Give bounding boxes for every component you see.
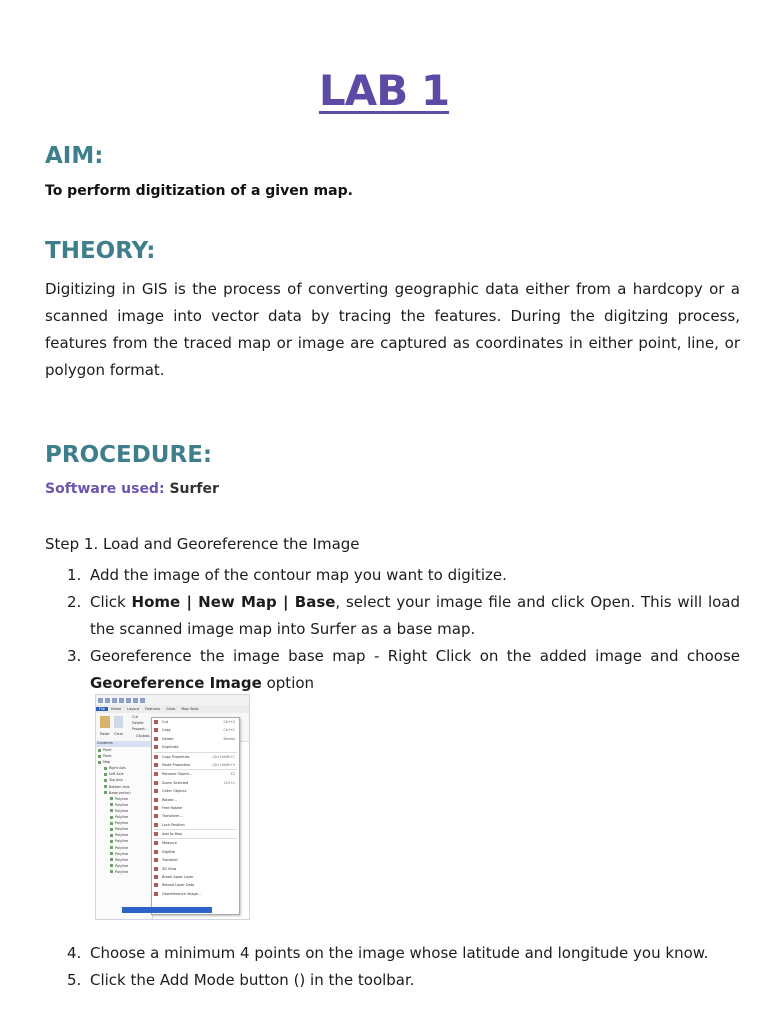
clear-icon [114,716,123,728]
tree-item: Polyline [96,851,152,857]
step-text: Click the Add Mode button () in the toolbar. [90,971,415,989]
menu-item-icon [154,850,158,854]
step-bold-path: Home | New Map | Base [131,593,336,611]
selected-row-highlight [122,907,212,913]
menu-item-icon [154,814,158,818]
tree-item: Polyline [96,808,152,814]
contents-header: Contents [96,741,152,747]
checkbox-icon [110,816,113,819]
menu-item-icon [154,755,158,759]
step-bold-option: Georeference Image [90,674,262,692]
tree-item: Polyline [96,869,152,875]
tree-item: Point [96,747,152,753]
tree-item: Polyline [96,863,152,869]
menu-item: Duplicate [152,743,239,751]
checkbox-icon [104,773,107,776]
page-title: LAB 1 [318,66,450,115]
theory-paragraph: Digitizing in GIS is the process of converting geographic data either from a hardcopy or a scanned image into vector data by tracing the features. During the digitzing process, features from the traced map or image are captured as coordinates in either point, line, or polygon format. [45,280,740,379]
software-used [45,481,219,497]
tab-grids: Grids [166,707,176,711]
ribbon-tabs [96,705,249,713]
context-menu [151,717,240,915]
menu-item: Free Rotate [152,804,239,812]
tree-item: Map [96,759,152,765]
aim-text: To perform digitization of a given map. [45,183,353,199]
menu-item: Digitize [152,848,239,856]
surfer-screenshot-image [95,694,250,920]
checkbox-icon [110,797,113,800]
checkbox-icon [104,767,107,770]
checkbox-icon [110,809,113,812]
ribbon-label: Delete [132,721,144,725]
menu-item: Rename Object... F2 [152,770,239,778]
checkbox-icon [104,785,107,788]
tab-map-tools: Map Tools [181,707,199,711]
step-number: 2. [67,593,82,611]
list-item [45,967,740,994]
menu-item-icon [154,728,158,732]
menu-item-icon [154,883,158,887]
menu-item-icon [154,798,158,802]
ribbon-label: Paste [100,732,110,736]
menu-item: Copy Properties Ctrl+Shift+C [152,753,239,761]
list-item [45,643,740,697]
step-text-pre: Georeference the image base map - Right Click on the added image and choose [90,647,740,665]
list-item [45,589,740,643]
checkbox-icon [110,858,113,861]
menu-item: Copy Ctrl+C [152,726,239,734]
menu-item-icon [154,781,158,785]
step-number: 5. [67,971,82,989]
menu-item-icon [154,858,158,862]
checkbox-icon [98,749,101,752]
tree-item: Polyline [96,796,152,802]
menu-item-icon [154,832,158,836]
checkbox-icon [104,791,107,794]
menu-item-icon [154,720,158,724]
menu-item: Georeference Image... [152,890,239,898]
tab-layout: Layout [127,707,140,711]
checkbox-icon [110,803,113,806]
checkbox-icon [98,761,101,764]
paste-icon [100,716,110,728]
object-tree [96,747,152,875]
checkbox-icon [110,846,113,849]
checkbox-icon [110,822,113,825]
menu-item: Add to Map [152,830,239,838]
tree-item: Polyline [96,832,152,838]
contents-panel [96,741,153,919]
software-value: Surfer [169,481,219,497]
menu-item: 3D View [152,865,239,873]
list-item [45,562,740,589]
checkbox-icon [98,755,101,758]
tree-item: Polyline [96,857,152,863]
step-text-pre: Click [90,593,132,611]
checkbox-icon [110,870,113,873]
ribbon-label: Clipboa.. [136,734,152,738]
menu-item-icon [154,867,158,871]
tree-item: Top Axis [96,777,152,783]
checkbox-icon [104,779,107,782]
tree-item: Polyline [96,802,152,808]
menu-item: Rotate... [152,796,239,804]
step-text: Choose a minimum 4 points on the image whose latitude and longitude you know. [90,944,709,962]
menu-item-icon [154,892,158,896]
tab-file: File [96,707,108,711]
quick-access-toolbar [96,695,249,705]
tab-home: Home [110,707,122,711]
menu-item: Order Objects [152,787,239,795]
menu-item: Trackball [152,856,239,864]
tree-item: Polyline [96,826,152,832]
tree-item: Left Axis [96,771,152,777]
step-text-post: , select your image file and click Open. This will load the scanned image map into Surfer as a base map. [90,593,741,638]
menu-item: Transform... [152,812,239,820]
step-number: 3. [67,647,82,665]
theory-heading: THEORY: [45,238,156,264]
list-item [45,940,740,967]
menu-item: Break Apart Layer [152,873,239,881]
ribbon-label: Clear [114,732,124,736]
checkbox-icon [110,852,113,855]
ribbon-label: Cut [132,715,139,719]
step-number: 1. [67,566,82,584]
checkbox-icon [110,828,113,831]
menu-item: Lock Position [152,821,239,829]
menu-item-icon [154,806,158,810]
menu-item-icon [154,772,158,776]
tree-item: Polyline [96,838,152,844]
step-text-post: option [261,674,315,692]
menu-item-icon [154,737,158,741]
menu-item: Delete Delete [152,735,239,743]
step-text: Add the image of the contour map you want to digitize. [90,566,507,584]
software-label: Software used: [45,481,165,497]
checkbox-icon [110,840,113,843]
menu-item: Paste Properties Ctrl+Shift+V [152,761,239,769]
step-number: 4. [67,944,82,962]
tree-item: Polyline [96,814,152,820]
procedure-heading: PROCEDURE: [45,442,213,468]
menu-item-icon [154,745,158,749]
menu-item-icon [154,875,158,879]
aim-heading: AIM: [45,143,104,169]
tree-item: Right Axis [96,765,152,771]
menu-item: Reload Layer Data [152,881,239,889]
checkbox-icon [110,864,113,867]
menu-item-icon [154,823,158,827]
checkbox-icon [110,834,113,837]
tree-item: Base(vector) [96,790,152,796]
menu-item: Zoom Selected Ctrl+L [152,779,239,787]
menu-item-icon [154,841,158,845]
step-intro: Step 1. Load and Georeference the Image [45,535,360,553]
tree-item: Bottom Axis [96,784,152,790]
menu-item: Cut Ctrl+X [152,718,239,726]
tree-item: Polyline [96,820,152,826]
menu-item: Measure [152,839,239,847]
tree-item: Point [96,753,152,759]
menu-item-icon [154,763,158,767]
tab-features: Features [145,707,161,711]
ribbon-label: Propert.. [132,727,147,731]
menu-item-icon [154,789,158,793]
tree-item: Polyline [96,845,152,851]
